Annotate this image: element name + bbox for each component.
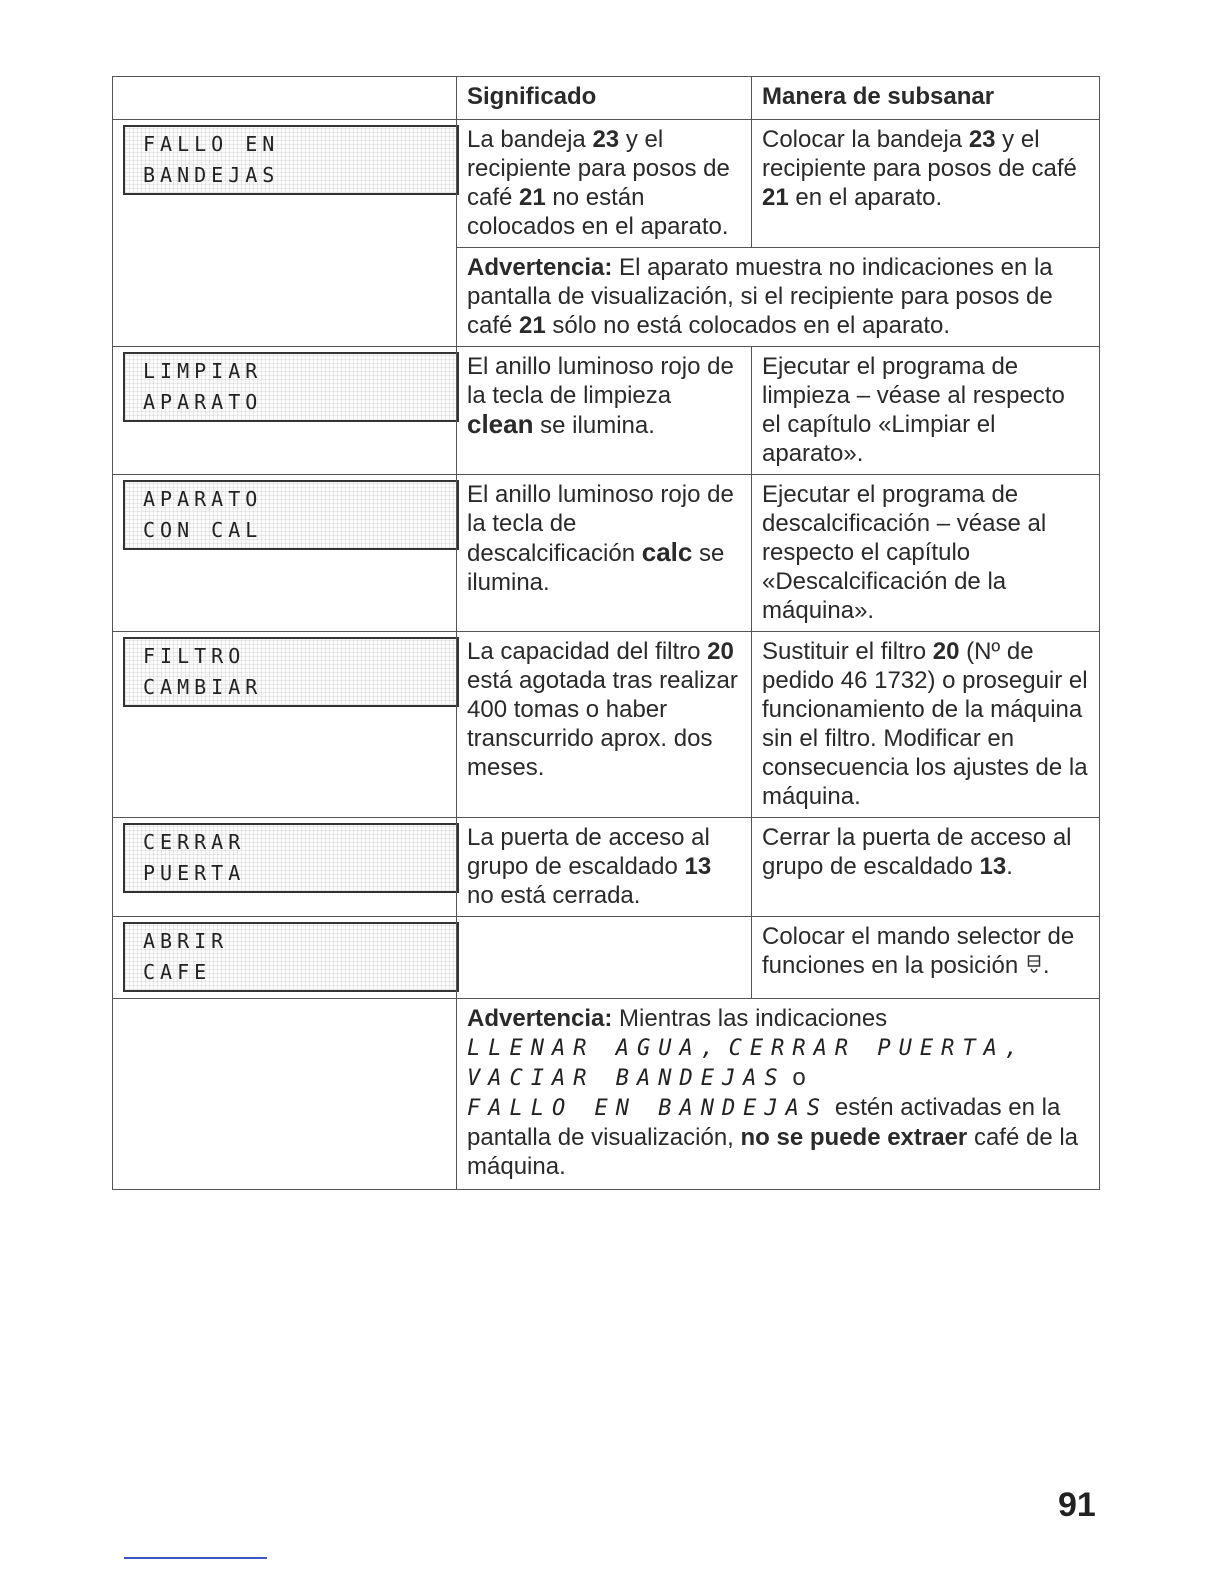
- lcd-line: CAMBIAR: [143, 675, 263, 699]
- lcd-display: [123, 823, 459, 893]
- coffee-cup-icon: [1027, 954, 1041, 983]
- lcd-line: BANDEJAS: [143, 163, 280, 187]
- lcd-line: CON CAL: [143, 518, 263, 542]
- table-row: [113, 818, 1100, 917]
- table-header-row: [113, 77, 1100, 120]
- lcd-line: FILTRO: [143, 644, 246, 668]
- display-cell: [113, 917, 457, 999]
- table-row: [113, 347, 1100, 475]
- lcd-display: [123, 480, 459, 550]
- remedy-cell: Cerrar la puerta de acceso al grupo de escaldado 13.: [752, 818, 1100, 917]
- table-row: [113, 120, 1100, 248]
- meaning-cell: El anillo luminoso rojo de la tecla de descalcificación calc se ilumina.: [457, 475, 752, 632]
- warning-cell: Advertencia: El aparato muestra no indicaciones en la pantalla de visualización, si el recipiente para posos de café 21 sólo no está colocados en el aparato.: [457, 248, 1100, 347]
- lcd-line: CERRAR: [143, 830, 246, 854]
- table-row: [113, 632, 1100, 818]
- table-row: [113, 917, 1100, 999]
- remedy-cell: Ejecutar el programa de limpieza – véase al respecto el capítulo «Limpiar el aparato».: [752, 347, 1100, 475]
- lcd-display: [123, 352, 459, 422]
- display-cell: [113, 818, 457, 917]
- lcd-line: APARATO: [143, 487, 263, 511]
- final-warning-row: [113, 999, 1100, 1190]
- lcd-line: FALLO EN: [143, 132, 280, 156]
- meaning-cell: [457, 917, 752, 999]
- meaning-cell: La puerta de acceso al grupo de escaldado 13 no está cerrada.: [457, 818, 752, 917]
- error-table: [112, 76, 1100, 1190]
- remedy-cell: Sustituir el filtro 20 (Nº de pedido 46 1732) o proseguir el funcionamiento de la máquina sin el filtro. Modificar en consecuencia los ajustes de la máquina.: [752, 632, 1100, 818]
- lcd-line: ABRIR: [143, 929, 229, 953]
- remedy-cell: Colocar la bandeja 23 y el recipiente para posos de café 21 en el aparato.: [752, 120, 1100, 248]
- lcd-line: APARATO: [143, 390, 263, 414]
- lcd-display: [123, 922, 459, 992]
- final-warning-cell: Advertencia: Mientras las indicaciones LLENAR AGUA, CERRAR PUERTA, VACIAR BANDEJAS o FALLO EN BANDEJAS estén activadas en la pantalla de visualización, no se puede extraer café de la máquina.: [457, 999, 1100, 1190]
- display-cell: [113, 632, 457, 818]
- lcd-line: LIMPIAR: [143, 359, 263, 383]
- header-display: [113, 77, 457, 120]
- display-cell: [113, 475, 457, 632]
- footer-divider: [124, 1557, 267, 1559]
- display-cell: [113, 347, 457, 475]
- meaning-cell: La capacidad del filtro 20 está agotada tras realizar 400 tomas o haber transcurrido aprox. dos meses.: [457, 632, 752, 818]
- meaning-cell: La bandeja 23 y el recipiente para posos de café 21 no están colocados en el aparato.: [457, 120, 752, 248]
- remedy-cell: Colocar el mando selector de funciones en la posición .: [752, 917, 1100, 999]
- meaning-cell: El anillo luminoso rojo de la tecla de limpieza clean se ilumina.: [457, 347, 752, 475]
- page-number: 91: [1058, 1486, 1096, 1524]
- lcd-display: [123, 125, 459, 195]
- header-meaning: Significado: [457, 77, 752, 120]
- lcd-line: PUERTA: [143, 861, 246, 885]
- table-row: [113, 475, 1100, 632]
- lcd-line: CAFE: [143, 960, 212, 984]
- empty-cell: [113, 999, 457, 1190]
- header-remedy: Manera de subsanar: [752, 77, 1100, 120]
- display-cell: [113, 120, 457, 347]
- remedy-cell: Ejecutar el programa de descalcificación – véase al respecto el capítulo «Descalcificación de la máquina».: [752, 475, 1100, 632]
- lcd-display: [123, 637, 459, 707]
